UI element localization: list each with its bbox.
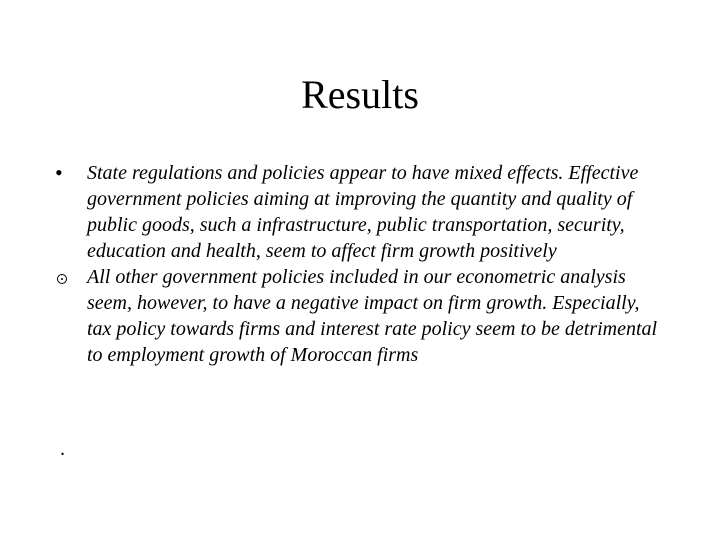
bullet-item-2 xyxy=(55,264,665,368)
bullet-marker-2 xyxy=(55,264,79,291)
bullet-item-1 xyxy=(55,160,665,264)
trailing-period: . xyxy=(60,438,65,460)
bullet-circle-icon xyxy=(57,274,67,284)
bullet-text-1: State regulations and policies appear to have mixed effects. Effective government policies aiming at improving the quantity and quality of public goods, such a infrastructure, public transportation, security, education and health, seem to affect firm growth positively xyxy=(87,162,639,262)
bullet-text-2: All other government policies included in our econometric analysis seem, however, to have a negative impact on firm growth. Especially, tax policy towards firms and interest rate policy seem to be detrimental to employment growth of Moroccan firms xyxy=(87,266,658,366)
bullet-dot-icon: • xyxy=(55,160,63,185)
slide-title: Results xyxy=(301,72,419,117)
bullet-list xyxy=(55,160,665,368)
